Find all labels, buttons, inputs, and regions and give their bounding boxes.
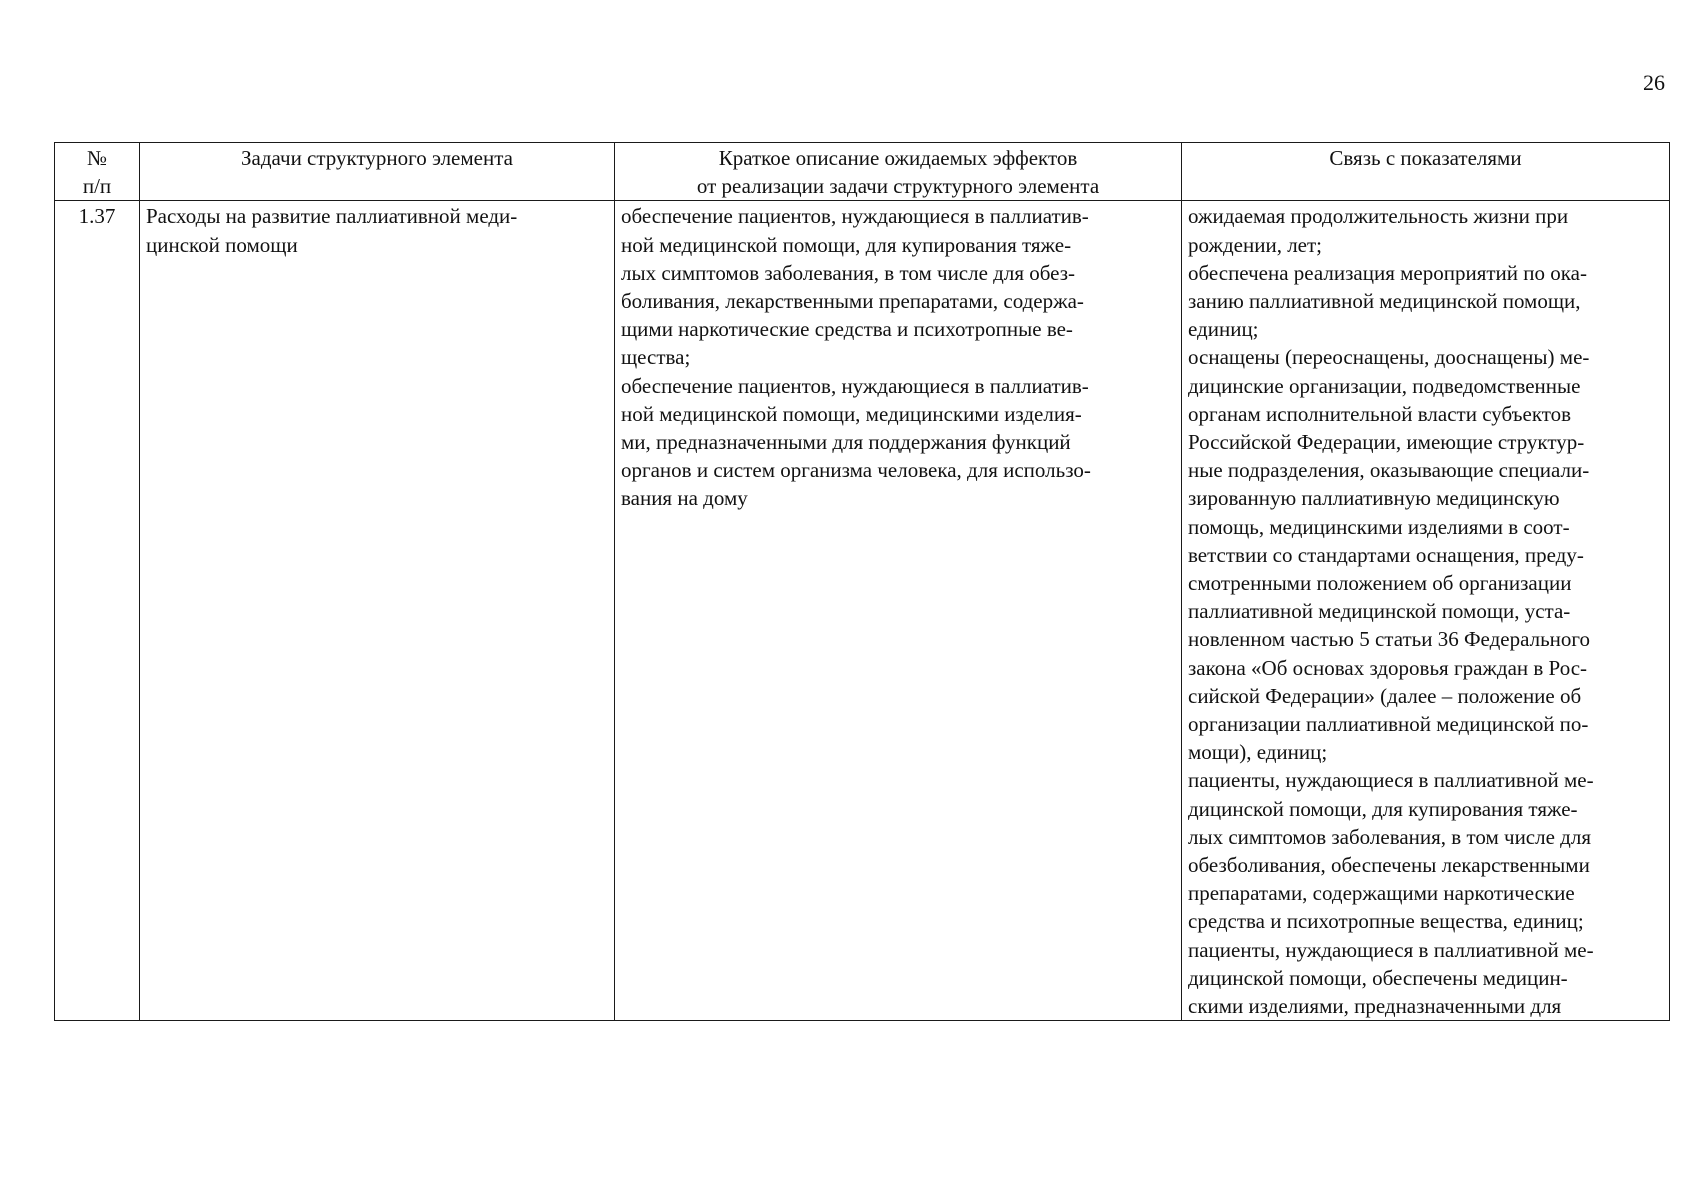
cell-text-line: ветствии со стандартами оснащения, преду- <box>1188 542 1584 567</box>
cell-text-line: оснащены (переоснащены, дооснащены) ме- <box>1188 345 1590 370</box>
row-num-cell <box>55 201 140 1021</box>
header-indicators-line: Связь с показателями <box>1329 146 1522 170</box>
header-effects-line: от реализации задачи структурного элемента <box>696 174 1100 199</box>
row-effects-cell <box>615 201 1182 1021</box>
cell-text-line: лых симптомов заболевания, в том числе для <box>1188 824 1591 849</box>
table-row <box>55 201 1670 1021</box>
cell-text-line: обеспечение пациентов, нуждающиеся в паллиатив- <box>621 373 1089 398</box>
cell-text-line: щими наркотические средства и психотропные ве- <box>621 317 1073 342</box>
cell-text-line: новленном частью 5 статьи 36 Федерального <box>1188 627 1590 652</box>
header-num-line: п/п <box>82 174 112 199</box>
cell-text-line: занию паллиативной медицинской помощи, <box>1188 289 1581 314</box>
cell-text-line: скими изделиями, предназначенными для <box>1188 994 1562 1019</box>
cell-text-line: дицинской помощи, для купирования тяже- <box>1188 796 1578 821</box>
cell-text-line: пациенты, нуждающиеся в паллиативной ме- <box>1188 937 1594 962</box>
header-num-line: № <box>86 146 108 170</box>
cell-text-line: смотренными положением об организации <box>1188 571 1572 596</box>
page-number: 26 <box>1643 70 1665 95</box>
cell-text-line: органам исполнительной власти субъектов <box>1188 401 1572 426</box>
cell-text-line: боливания, лекарственными препаратами, содержа- <box>621 289 1084 314</box>
cell-text-line: закона «Об основах здоровья граждан в Рос- <box>1188 655 1588 680</box>
cell-text-line: обезболивания, обеспечены лекарственными <box>1188 853 1590 878</box>
cell-text-line: обеспечена реализация мероприятий по ока- <box>1188 260 1587 285</box>
cell-text-line: препаратами, содержащими наркотические <box>1188 881 1575 906</box>
row-indicators-cell <box>1182 201 1670 1021</box>
header-tasks <box>140 143 615 201</box>
cell-text-line: пациенты, нуждающиеся в паллиативной ме- <box>1188 768 1594 793</box>
cell-text-line: мощи), единиц; <box>1188 740 1328 765</box>
cell-text-line: щества; <box>621 345 691 370</box>
cell-text-line: единиц; <box>1188 317 1259 342</box>
cell-text-line: паллиативной медицинской помощи, уста- <box>1188 599 1571 624</box>
table-header-row <box>55 143 1670 201</box>
cell-text-line: цинской помощи <box>146 232 298 257</box>
header-indicators <box>1182 143 1670 201</box>
cell-text-line: средства и психотропные вещества, единиц; <box>1188 909 1584 934</box>
cell-text-line: Расходы на развитие паллиативной меди- <box>146 204 518 229</box>
row-num: 1.37 <box>78 204 116 229</box>
cell-text-line: ожидаемая продолжительность жизни при <box>1188 204 1569 229</box>
header-num <box>55 143 140 201</box>
cell-text-line: обеспечение пациентов, нуждающиеся в паллиатив- <box>621 204 1089 229</box>
cell-text-line: сийской Федерации» (далее – положение об <box>1188 683 1582 708</box>
header-tasks-line: Задачи структурного элемента <box>241 146 513 170</box>
cell-text-line: Российской Федерации, имеющие структур- <box>1188 430 1585 455</box>
cell-text-line: органов и систем организма человека, для использо- <box>621 458 1091 483</box>
header-effects <box>615 143 1182 201</box>
header-effects-line: Краткое описание ожидаемых эффектов <box>718 146 1078 170</box>
cell-text-line: зированную паллиативную медицинскую <box>1188 486 1560 511</box>
cell-text-line: рождении, лет; <box>1188 232 1323 257</box>
cell-text-line: ной медицинской помощи, медицинскими изделия- <box>621 401 1082 426</box>
cell-text-line: ми, предназначенными для поддержания функций <box>621 430 1071 455</box>
cell-text-line: организации паллиативной медицинской по- <box>1188 712 1589 737</box>
cell-text-line: помощь, медицинскими изделиями в соот- <box>1188 514 1570 539</box>
cell-text-line: ной медицинской помощи, для купирования тяже- <box>621 232 1072 257</box>
cell-text-line: дицинские организации, подведомственные <box>1188 373 1581 398</box>
structural-element-table <box>54 142 1670 1021</box>
row-tasks-cell <box>140 201 615 1021</box>
cell-text-line: лых симптомов заболевания, в том числе для обез- <box>621 260 1076 285</box>
cell-text-line: дицинской помощи, обеспечены медицин- <box>1188 965 1568 990</box>
cell-text-line: ные подразделения, оказывающие специали- <box>1188 458 1590 483</box>
cell-text-line: вания на дому <box>621 486 748 511</box>
